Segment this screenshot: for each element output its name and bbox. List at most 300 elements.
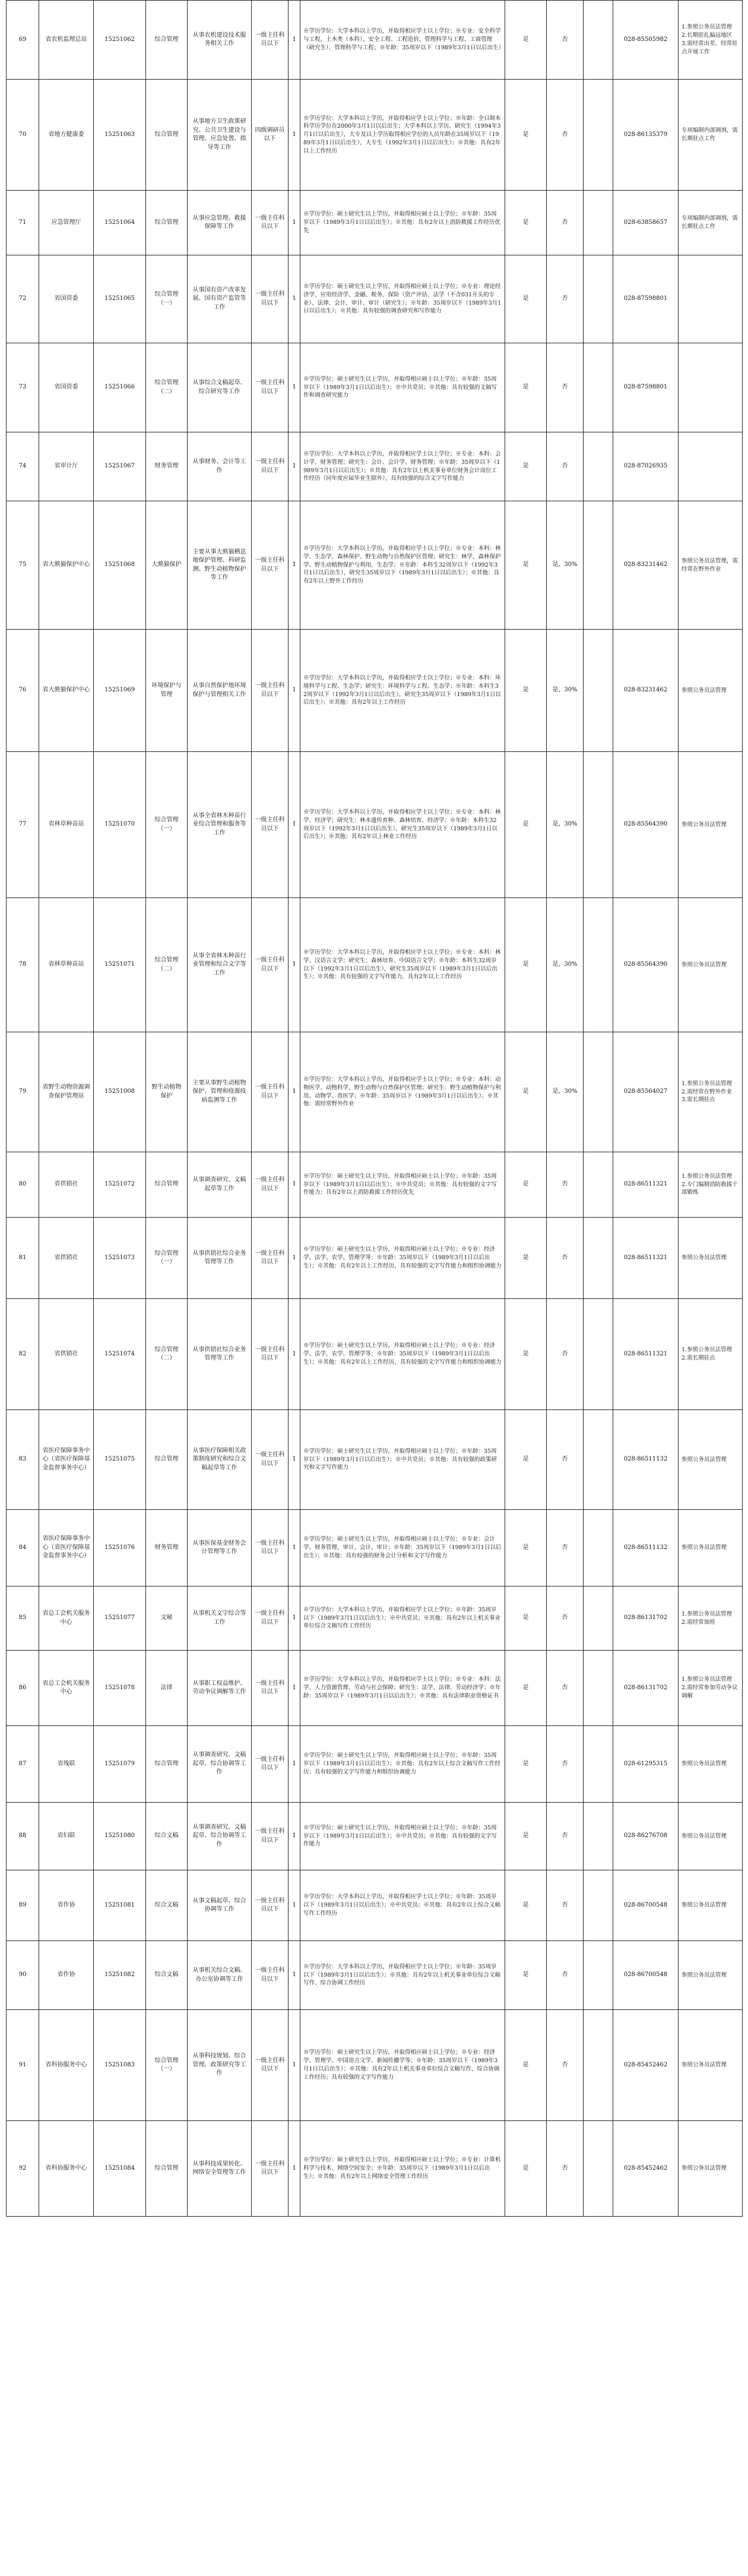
row-position: 综合管理	[146, 2121, 188, 2217]
row-col-a: 是	[505, 1, 547, 80]
row-unit: 省科协服务中心	[39, 2121, 94, 2217]
row-requirements: ※学历学位：硕士研究生以上学历，并取得相应硕士以上学位；※年龄：35周岁以下（1989年3月1日以后出生）；※中共党员；※其他：具有较强的文稿写作和调查研究能力	[300, 343, 505, 432]
row-count: 1	[289, 1, 300, 80]
row-ratio	[584, 1, 613, 80]
row-requirements: ※学历学位：硕士研究生以上学历，并取得相应硕士以上学位；※专业：会计学、财务管理、审计、会计、审计；※年龄：35周岁以下（1989年3月1日以后出生）；※其他：具有较强的财务会计分析和文字写作能力	[300, 1510, 505, 1586]
row-col-a: 是	[505, 752, 547, 898]
row-col-b: 否	[547, 343, 584, 432]
row-seq: 83	[7, 1410, 39, 1510]
row-position: 环境保护与管理	[146, 630, 188, 752]
row-seq: 78	[7, 898, 39, 1032]
row-count: 1	[289, 1510, 300, 1586]
row-col-a: 是	[505, 1032, 547, 1152]
row-unit: 省国资委	[39, 255, 94, 343]
row-col-b: 是，30%	[547, 898, 584, 1032]
row-position: 法律	[146, 1651, 188, 1726]
row-level: 一级主任科员以下	[252, 191, 289, 255]
row-ratio	[584, 1941, 613, 2010]
row-count: 1	[289, 898, 300, 1032]
table-row	[7, 1410, 743, 1510]
row-unit: 应急管理厅	[39, 191, 94, 255]
table-row	[7, 1941, 743, 2010]
row-col-b: 否	[547, 80, 584, 191]
row-requirements: ※学历学位：大学本科以上学历，并取得相应学士以上学位；※专业：本科：动物医学、动物科学、野生动物与自然保护区管理；研究生：野生动植物保护与利用、动物学、兽医学；※年龄：35周岁以下（1989年3月1日以后出生）；※其他：需经常野外作业	[300, 1032, 505, 1152]
row-unit: 省供销社	[39, 1218, 94, 1299]
row-requirements: ※学历学位：大学本科以上学历，并取得相应学士以上学位；※专业：本科：环境科学与工程、生态学；研究生：环境科学与工程、生态学；※年龄：本科生32周岁以下（1992年3月1日以后出生），研究生35周岁以下（1989年3月1日以后出生）；※其他：具有2年以上工作经历	[300, 630, 505, 752]
row-position: 财务管理	[146, 1510, 188, 1586]
row-unit: 省供销社	[39, 1299, 94, 1410]
row-position: 综合管理（二）	[146, 1299, 188, 1410]
row-position: 综合管理	[146, 1726, 188, 1803]
row-ratio	[584, 1651, 613, 1726]
row-position: 综合管理（一）	[146, 1218, 188, 1299]
row-code: 15251073	[94, 1218, 146, 1299]
row-remarks: 参照公务员法管理	[679, 1941, 743, 2010]
row-level: 一级主任科员以下	[252, 630, 289, 752]
row-code: 15251082	[94, 1941, 146, 2010]
row-seq: 82	[7, 1299, 39, 1410]
row-code: 15251078	[94, 1651, 146, 1726]
row-phone: 028-86135379	[613, 80, 679, 191]
row-position: 综合管理（二）	[146, 343, 188, 432]
row-seq: 70	[7, 80, 39, 191]
row-code: 15251081	[94, 1870, 146, 1941]
row-col-b: 否	[547, 191, 584, 255]
row-count: 1	[289, 2010, 300, 2121]
row-phone: 028-87598801	[613, 255, 679, 343]
row-code: 15251080	[94, 1803, 146, 1870]
row-duty: 从事国有资产改革发展、国有资产监管等工作	[188, 255, 252, 343]
row-duty: 从事自然保护地环境保护与管理相关工作	[188, 630, 252, 752]
table-row	[7, 898, 743, 1032]
row-position: 综合文稿	[146, 1803, 188, 1870]
row-phone: 028-83231462	[613, 630, 679, 752]
row-phone: 028-85564390	[613, 752, 679, 898]
row-remarks: 参照公务员法管理	[679, 1726, 743, 1803]
row-unit: 省大熊猫保护中心	[39, 630, 94, 752]
row-requirements: ※学历学位：硕士研究生以上学历，并取得相应硕士以上学位；※年龄：35周岁以下（1989年3月1日以后出生）；※中共党员；※其他：具有较强的文字写作能力；具有2年以上消防救援工作经历优先	[300, 1152, 505, 1218]
table-row	[7, 752, 743, 898]
row-code: 15251075	[94, 1410, 146, 1510]
row-level: 一级主任科员以下	[252, 1870, 289, 1941]
row-ratio	[584, 2010, 613, 2121]
row-ratio	[584, 1510, 613, 1586]
row-seq: 80	[7, 1152, 39, 1218]
row-col-a: 是	[505, 1726, 547, 1803]
row-count: 1	[289, 432, 300, 501]
row-count: 1	[289, 80, 300, 191]
row-seq: 74	[7, 432, 39, 501]
row-level: 一级主任科员以下	[252, 1510, 289, 1586]
row-col-b: 否	[547, 432, 584, 501]
row-level: 一级主任科员以下	[252, 2010, 289, 2121]
row-seq: 69	[7, 1, 39, 80]
row-code: 15251008	[94, 1032, 146, 1152]
row-seq: 75	[7, 501, 39, 630]
row-col-a: 是	[505, 1651, 547, 1726]
row-col-a: 是	[505, 501, 547, 630]
row-level: 一级主任科员以下	[252, 1, 289, 80]
table-row	[7, 432, 743, 501]
row-code: 15251066	[94, 343, 146, 432]
row-count: 1	[289, 1803, 300, 1870]
row-duty: 从事地方卫生政策研究、公共卫生建设与管理、应急处置、指导等工作	[188, 80, 252, 191]
row-col-b: 是，30%	[547, 752, 584, 898]
row-phone: 028-86700548	[613, 1941, 679, 2010]
row-duty: 从事全省林木种苗行业综合管理和服务等工作	[188, 752, 252, 898]
row-level: 一级主任科员以下	[252, 1032, 289, 1152]
row-duty: 从事文稿起草、综合协调等工作	[188, 1870, 252, 1941]
row-unit: 省作协	[39, 1941, 94, 2010]
row-phone: 028-86511132	[613, 1510, 679, 1586]
row-remarks: 参照公务员法管理	[679, 1803, 743, 1870]
row-level: 一级主任科员以下	[252, 255, 289, 343]
row-code: 15251064	[94, 191, 146, 255]
row-duty: 从事全省林木种苗行业管理和综合文字等工作	[188, 898, 252, 1032]
row-col-b: 否	[547, 1152, 584, 1218]
row-phone: 028-87598801	[613, 343, 679, 432]
table-row	[7, 343, 743, 432]
row-phone: 028-86131702	[613, 1586, 679, 1651]
row-ratio	[584, 1726, 613, 1803]
row-duty: 从事综合文稿起草、综合研究等工作	[188, 343, 252, 432]
row-col-a: 是	[505, 432, 547, 501]
row-code: 15251063	[94, 80, 146, 191]
row-remarks: 参照公务员法管理	[679, 752, 743, 898]
row-duty: 从事医疗保障相关政策制度研究和综合文稿起草等工作	[188, 1410, 252, 1510]
row-ratio	[584, 501, 613, 630]
row-remarks: 参照公务员法管理	[679, 2121, 743, 2217]
row-count: 1	[289, 1726, 300, 1803]
row-col-a: 是	[505, 1941, 547, 2010]
row-level: 一级主任科员以下	[252, 343, 289, 432]
row-requirements: ※学历学位：大学本科以上学历，并取得相应学士以上学位；※年龄：35周岁以下（1989年3月1日以后出生）；※中共党员；※其他：具有2年以上综合文稿写作工作经历	[300, 1870, 505, 1941]
row-requirements: ※学历学位：硕士研究生以上学历，并取得相应硕士以上学位；※年龄：35周岁以下（1989年3月1日以后出生）；※其他：具有2年以上消防救援工作经历优先	[300, 191, 505, 255]
row-count: 1	[289, 191, 300, 255]
row-col-b: 否	[547, 2121, 584, 2217]
row-col-a: 是	[505, 630, 547, 752]
row-position: 综合文稿	[146, 1941, 188, 2010]
row-seq: 86	[7, 1651, 39, 1726]
row-duty: 从事科技规划、综合管理、政策研究等工作	[188, 2010, 252, 2121]
row-position: 综合管理（一）	[146, 752, 188, 898]
table-row	[7, 2010, 743, 2121]
row-count: 1	[289, 1032, 300, 1152]
row-phone: 028-86511321	[613, 1299, 679, 1410]
row-phone: 028-85564027	[613, 1032, 679, 1152]
row-seq: 81	[7, 1218, 39, 1299]
row-level: 一级主任科员以下	[252, 1726, 289, 1803]
row-ratio	[584, 1803, 613, 1870]
row-unit: 省总工会机关服务中心	[39, 1651, 94, 1726]
row-unit: 省地方健康委	[39, 80, 94, 191]
row-col-b: 否	[547, 1586, 584, 1651]
row-col-a: 是	[505, 191, 547, 255]
row-seq: 72	[7, 255, 39, 343]
row-unit: 省审计厅	[39, 432, 94, 501]
row-remarks: 参照公务员法管理，需经常在野外作业	[679, 501, 743, 630]
row-level: 一级主任科员以下	[252, 1651, 289, 1726]
row-phone: 028-86511321	[613, 1152, 679, 1218]
table-row	[7, 630, 743, 752]
row-col-a: 是	[505, 1218, 547, 1299]
row-col-a: 是	[505, 2121, 547, 2217]
row-unit: 省妇联	[39, 1803, 94, 1870]
row-requirements: ※学历学位：硕士研究生以上学历，并取得相应硕士以上学位；※年龄：35周岁以下（1989年3月1日以后出生）；※其他：具有2年以上综合文稿写作工作经历；具有较强的文字写作能力和组织协调能力	[300, 1726, 505, 1803]
row-requirements: ※学历学位：大学本科以上学历，并取得相应学士以上学位；※专业：本科：会计学、财务管理；研究生：会计、会计学、财务管理；※年龄：35周岁以下（1989年3月1日以后出生）；※其他：具有2年以上机关事业单位财务会计岗位工作经历（同年度应届毕业生除外），具有较强的综合文字写作能力	[300, 432, 505, 501]
row-position: 综合管理	[146, 1152, 188, 1218]
row-level: 一级主任科员以下	[252, 1299, 289, 1410]
table-row	[7, 2121, 743, 2217]
row-duty: 从事调查研究、文稿起草、综合协调等工作	[188, 1803, 252, 1870]
row-requirements: ※学历学位：硕士研究生以上学历，并取得相应硕士以上学位；※专业：计算机科学与技术、网络空间安全；※年龄：35周岁以下（1989年3月1日以后出生）；※其他：具有2年以上网络安全管理工作经历	[300, 2121, 505, 2217]
row-duty: 从事调查研究、文稿起草、综合协调等工作	[188, 1726, 252, 1803]
row-phone: 028-85564390	[613, 898, 679, 1032]
row-phone: 028-61295315	[613, 1726, 679, 1803]
row-col-b: 否	[547, 255, 584, 343]
row-seq: 89	[7, 1870, 39, 1941]
row-ratio	[584, 1299, 613, 1410]
row-duty: 从事供销社综合业务管理等工作	[188, 1218, 252, 1299]
row-level: 一级主任科员以下	[252, 1941, 289, 2010]
row-requirements: ※学历学位：大学本科以上学历，并取得相应学士以上学位；※专业：本科：林学、汉语言文学；研究生：森林培育、中国语言文学；※年龄：本科生32周岁以下（1992年3月1日以后出生），研究生35周岁以下（1989年3月1日以后出生）；※其他：具有较强的文字写作能力，具有2年以上工作经历	[300, 898, 505, 1032]
table-row	[7, 191, 743, 255]
row-position: 大熊猫保护	[146, 501, 188, 630]
row-col-b: 否	[547, 1299, 584, 1410]
row-phone: 028-86511132	[613, 1410, 679, 1510]
row-ratio	[584, 2121, 613, 2217]
row-count: 1	[289, 630, 300, 752]
row-col-a: 是	[505, 1410, 547, 1510]
row-code: 15251076	[94, 1510, 146, 1586]
table-row	[7, 1152, 743, 1218]
row-unit: 省野生动物资源调查保护管理站	[39, 1032, 94, 1152]
row-unit: 省农机监理总站	[39, 1, 94, 80]
row-col-a: 是	[505, 1803, 547, 1870]
row-count: 1	[289, 1941, 300, 2010]
row-phone: 028-86276708	[613, 1803, 679, 1870]
row-requirements: ※学历学位：大学本科以上学历，并取得相应学士以上学位；※年龄：全日制本科学历学位在2000年3月1日以后出生；大学本科以上学历、研究生（1994年3月1日以后出生），大专及以上学历取得相应学位的人员年龄在35周岁以下（1989年3月1日以后出生），大专生（1992年3月1日以后出生）；※其他：具有2年以上工作经历	[300, 80, 505, 191]
row-phone: 028-85452462	[613, 2010, 679, 2121]
table-row	[7, 1803, 743, 1870]
table-row	[7, 1510, 743, 1586]
row-level: 一级主任科员以下	[252, 1218, 289, 1299]
row-requirements: ※学历学位：大学本科以上学历，并取得相应学士以上学位；※专业：安全科学与工程、土木类（本科）、安全工程、工程造价、管理科学与工程、工商管理（研究生）、管理科学与工程；※年龄：35周岁以下（1989年3月1日以后出生）	[300, 1, 505, 80]
row-ratio	[584, 80, 613, 191]
row-col-b: 否	[547, 1510, 584, 1586]
row-duty: 从事医保基金财务会计管理等工作	[188, 1510, 252, 1586]
row-count: 1	[289, 343, 300, 432]
row-phone: 028-86131702	[613, 1651, 679, 1726]
row-ratio	[584, 1152, 613, 1218]
row-requirements: ※学历学位：硕士研究生以上学历，并取得相应硕士以上学位；※专业：理论经济学、应用经济学、金融、税务、保险（资产评估、法学（不含031开头的专业）、法律、会计、审计、审计（研究生）；※年龄：35周岁以下（1989年3月1日以后出生）；※其他：具有较强的调查研究和写作能力	[300, 255, 505, 343]
row-unit: 省林草种苗站	[39, 898, 94, 1032]
row-col-a: 是	[505, 898, 547, 1032]
row-requirements: ※学历学位：硕士研究生以上学历，并取得相应硕士以上学位；※专业：经济学、法学、农学、管理学等；※年龄：35周岁以下（1989年3月1日以后出生）；※其他：具有2年以上工作经历，具有较强的文字写作能力和组织协调能力	[300, 1299, 505, 1410]
table-row	[7, 501, 743, 630]
row-remarks: 1.参照公务员法管理 2.需长期驻点	[679, 1299, 743, 1410]
row-count: 1	[289, 1152, 300, 1218]
row-ratio	[584, 1870, 613, 1941]
row-duty: 从事科技成果转化、网络安全管理等工作	[188, 2121, 252, 2217]
row-remarks: 参照公务员法管理	[679, 2010, 743, 2121]
row-ratio	[584, 255, 613, 343]
table-row	[7, 1299, 743, 1410]
row-seq: 71	[7, 191, 39, 255]
row-col-a: 是	[505, 1299, 547, 1410]
row-level: 一级主任科员以下	[252, 752, 289, 898]
row-duty: 从事财务、会计等工作	[188, 432, 252, 501]
row-remarks: 1.参照公务员法管理 2.长期驻扎偏远地区 3.需经常出差、经常驻点开展工作	[679, 1, 743, 80]
row-seq: 87	[7, 1726, 39, 1803]
row-ratio	[584, 1410, 613, 1510]
row-col-a: 是	[505, 1152, 547, 1218]
row-code: 15251074	[94, 1299, 146, 1410]
row-requirements: ※学历学位：大学本科以上学历，并取得相应学士以上学位；※专业：本科：法学、人力资源管理、劳动与社会保障；研究生：法学、法律、劳动经济学；※年龄：35周岁以下（1989年3月1日以后出生）；※其他：具有法律职业资格证书	[300, 1651, 505, 1726]
row-position: 野生动植物保护	[146, 1032, 188, 1152]
row-count: 1	[289, 2121, 300, 2217]
row-unit: 省大熊猫保护中心	[39, 501, 94, 630]
row-level: 一级主任科员以下	[252, 2121, 289, 2217]
row-count: 1	[289, 1586, 300, 1651]
row-phone: 028-85505982	[613, 1, 679, 80]
row-duty: 主要从事野生动植物保护、管理和疫源疫病监测等工作	[188, 1032, 252, 1152]
table-row	[7, 1651, 743, 1726]
row-level: 四级调研员以下	[252, 80, 289, 191]
row-count: 1	[289, 1870, 300, 1941]
row-code: 15251079	[94, 1726, 146, 1803]
row-col-b: 是，30%	[547, 1032, 584, 1152]
row-requirements: ※学历学位：大学本科以上学历，并取得相应学士以上学位；※年龄：35周岁以下（1989年3月1日以后出生）；※其他：具有2年以上机关事业单位综合文稿写作、综合协调工作经历	[300, 1941, 505, 2010]
row-col-b: 否	[547, 1410, 584, 1510]
row-ratio	[584, 432, 613, 501]
row-remarks: 1.参照公务员法管理 2.专门编制消防救援干部锻炼	[679, 1152, 743, 1218]
row-col-b: 否	[547, 1870, 584, 1941]
table-row	[7, 80, 743, 191]
row-remarks: 专项编制内部调剂，需长期驻点工作	[679, 191, 743, 255]
row-requirements: ※学历学位：大学本科以上学历，并取得相应学士以上学位；※专业：本科：林学、经济学；研究生：林木遗传育种、森林培育、经济学；※年龄：本科生32周岁以下（1992年3月1日以后出生），研究生35周岁以下（1989年3月1日以后出生）；※其他：具有2年以上林业工作经历	[300, 752, 505, 898]
row-position: 财务管理	[146, 432, 188, 501]
table-row	[7, 1032, 743, 1152]
row-duty: 主要从事大熊猫栖息地保护管理、科研监测、野生动植物保护等工作	[188, 501, 252, 630]
row-level: 一级主任科员以下	[252, 432, 289, 501]
row-unit: 省林草种苗站	[39, 752, 94, 898]
row-remarks	[679, 343, 743, 432]
row-count: 1	[289, 752, 300, 898]
row-phone: 028-85452462	[613, 2121, 679, 2217]
row-duty: 从事职工权益维护、劳动争议调解等工作	[188, 1651, 252, 1726]
row-remarks: 参照公务员法管理	[679, 1870, 743, 1941]
row-remarks: 1.参照公务员法管理 2.需经常加班	[679, 1586, 743, 1651]
table-row	[7, 1586, 743, 1651]
row-col-a: 是	[505, 255, 547, 343]
row-code: 15251067	[94, 432, 146, 501]
row-remarks: 1.参照公务员法管理 2.需经常参加劳动争议调解	[679, 1651, 743, 1726]
row-ratio	[584, 630, 613, 752]
row-seq: 90	[7, 1941, 39, 2010]
row-position: 综合管理（一）	[146, 255, 188, 343]
row-position: 综合管理	[146, 80, 188, 191]
row-requirements: ※学历学位：大学本科以上学历，并取得相应学士以上学位；※专业：本科：林学、生态学、森林保护、野生动物与自然保护区管理；研究生：林学、森林保护学、野生动植物保护与利用、生态学；※年龄：本科生32周岁以下（1992年3月1日以后出生），研究生35周岁以下（1989年3月1日以后出生）；※其他：具有2年以上野外工作经历	[300, 501, 505, 630]
row-requirements: ※学历学位：硕士研究生以上学历，并取得相应硕士以上学位；※年龄：35周岁以下（1989年3月1日以后出生）；※中共党员；※其他：具有较强的文字写作能力	[300, 1803, 505, 1870]
row-unit: 省医疗保障事务中心（省医疗保障基金监督事务中心）	[39, 1510, 94, 1586]
row-unit: 省供销社	[39, 1152, 94, 1218]
table-row	[7, 255, 743, 343]
row-code: 15251077	[94, 1586, 146, 1651]
row-code: 15251071	[94, 898, 146, 1032]
row-duty: 从事供销社综合业务管理等工作	[188, 1299, 252, 1410]
row-position: 综合管理	[146, 191, 188, 255]
row-col-a: 是	[505, 2010, 547, 2121]
row-ratio	[584, 191, 613, 255]
row-duty: 从事机关文字综合等工作	[188, 1586, 252, 1651]
row-count: 1	[289, 1218, 300, 1299]
row-remarks: 参照公务员法管理	[679, 898, 743, 1032]
row-count: 1	[289, 501, 300, 630]
row-level: 一级主任科员以下	[252, 501, 289, 630]
row-level: 一级主任科员以下	[252, 898, 289, 1032]
row-remarks: 参照公务员法管理	[679, 630, 743, 752]
table-row	[7, 1870, 743, 1941]
row-col-b: 否	[547, 1218, 584, 1299]
row-seq: 92	[7, 2121, 39, 2217]
row-requirements: ※学历学位：大学本科以上学历，并取得相应学士以上学位；※年龄：35周岁以下（1989年3月1日以后出生）；※中共党员；※其他：具有2年以上机关事业单位综合文稿写作工作经历	[300, 1586, 505, 1651]
row-seq: 91	[7, 2010, 39, 2121]
row-position: 综合管理（一）	[146, 2010, 188, 2121]
row-unit: 省国资委	[39, 343, 94, 432]
row-count: 1	[289, 1299, 300, 1410]
row-col-b: 是，30%	[547, 501, 584, 630]
row-col-a: 是	[505, 1586, 547, 1651]
position-table	[6, 0, 743, 2217]
row-ratio	[584, 343, 613, 432]
row-remarks: 1.参照公务员法管理 2.需经常在野外作业 3.需长期驻点	[679, 1032, 743, 1152]
row-level: 一级主任科员以下	[252, 1803, 289, 1870]
row-seq: 85	[7, 1586, 39, 1651]
row-ratio	[584, 1218, 613, 1299]
row-phone: 028-86511321	[613, 1218, 679, 1299]
row-level: 一级主任科员以下	[252, 1410, 289, 1510]
row-ratio	[584, 752, 613, 898]
row-code: 15251072	[94, 1152, 146, 1218]
row-position: 文秘	[146, 1586, 188, 1651]
row-count: 1	[289, 1410, 300, 1510]
row-code: 15251070	[94, 752, 146, 898]
row-ratio	[584, 1586, 613, 1651]
row-phone: 028-86700548	[613, 1870, 679, 1941]
row-position: 综合管理	[146, 1, 188, 80]
row-requirements: ※学历学位：硕士研究生以上学历，并取得相应硕士以上学位；※专业：经济学、管理学、中国语言文学、新闻传播学等；※年龄：35周岁以下（1989年3月1日以后出生）；※其他：具有2年以上机关事业单位综合文稿写作、综合协调工作经历；具有较强的文字写作能力	[300, 2010, 505, 2121]
row-seq: 77	[7, 752, 39, 898]
row-level: 一级主任科员以下	[252, 1152, 289, 1218]
row-position: 综合管理	[146, 1410, 188, 1510]
row-col-b: 否	[547, 1726, 584, 1803]
row-remarks: 参照公务员法管理	[679, 1218, 743, 1299]
row-count: 1	[289, 255, 300, 343]
row-remarks: 专项编制内部调剂，需长期驻点工作	[679, 80, 743, 191]
row-unit: 省作协	[39, 1870, 94, 1941]
row-col-b: 否	[547, 1803, 584, 1870]
row-seq: 76	[7, 630, 39, 752]
row-col-b: 否	[547, 1941, 584, 2010]
row-col-b: 否	[547, 1651, 584, 1726]
row-position: 综合文稿	[146, 1870, 188, 1941]
row-unit: 省科协服务中心	[39, 2010, 94, 2121]
row-col-b: 是，30%	[547, 630, 584, 752]
row-col-a: 是	[505, 1510, 547, 1586]
row-seq: 84	[7, 1510, 39, 1586]
row-requirements: ※学历学位：硕士研究生以上学历，并取得相应硕士以上学位；※专业：经济学、法学、农学、管理学等；※年龄：35周岁以下（1989年3月1日以后出生）；※其他：具有2年以上工作经历，具有较强的文字写作能力和组织协调能力	[300, 1218, 505, 1299]
